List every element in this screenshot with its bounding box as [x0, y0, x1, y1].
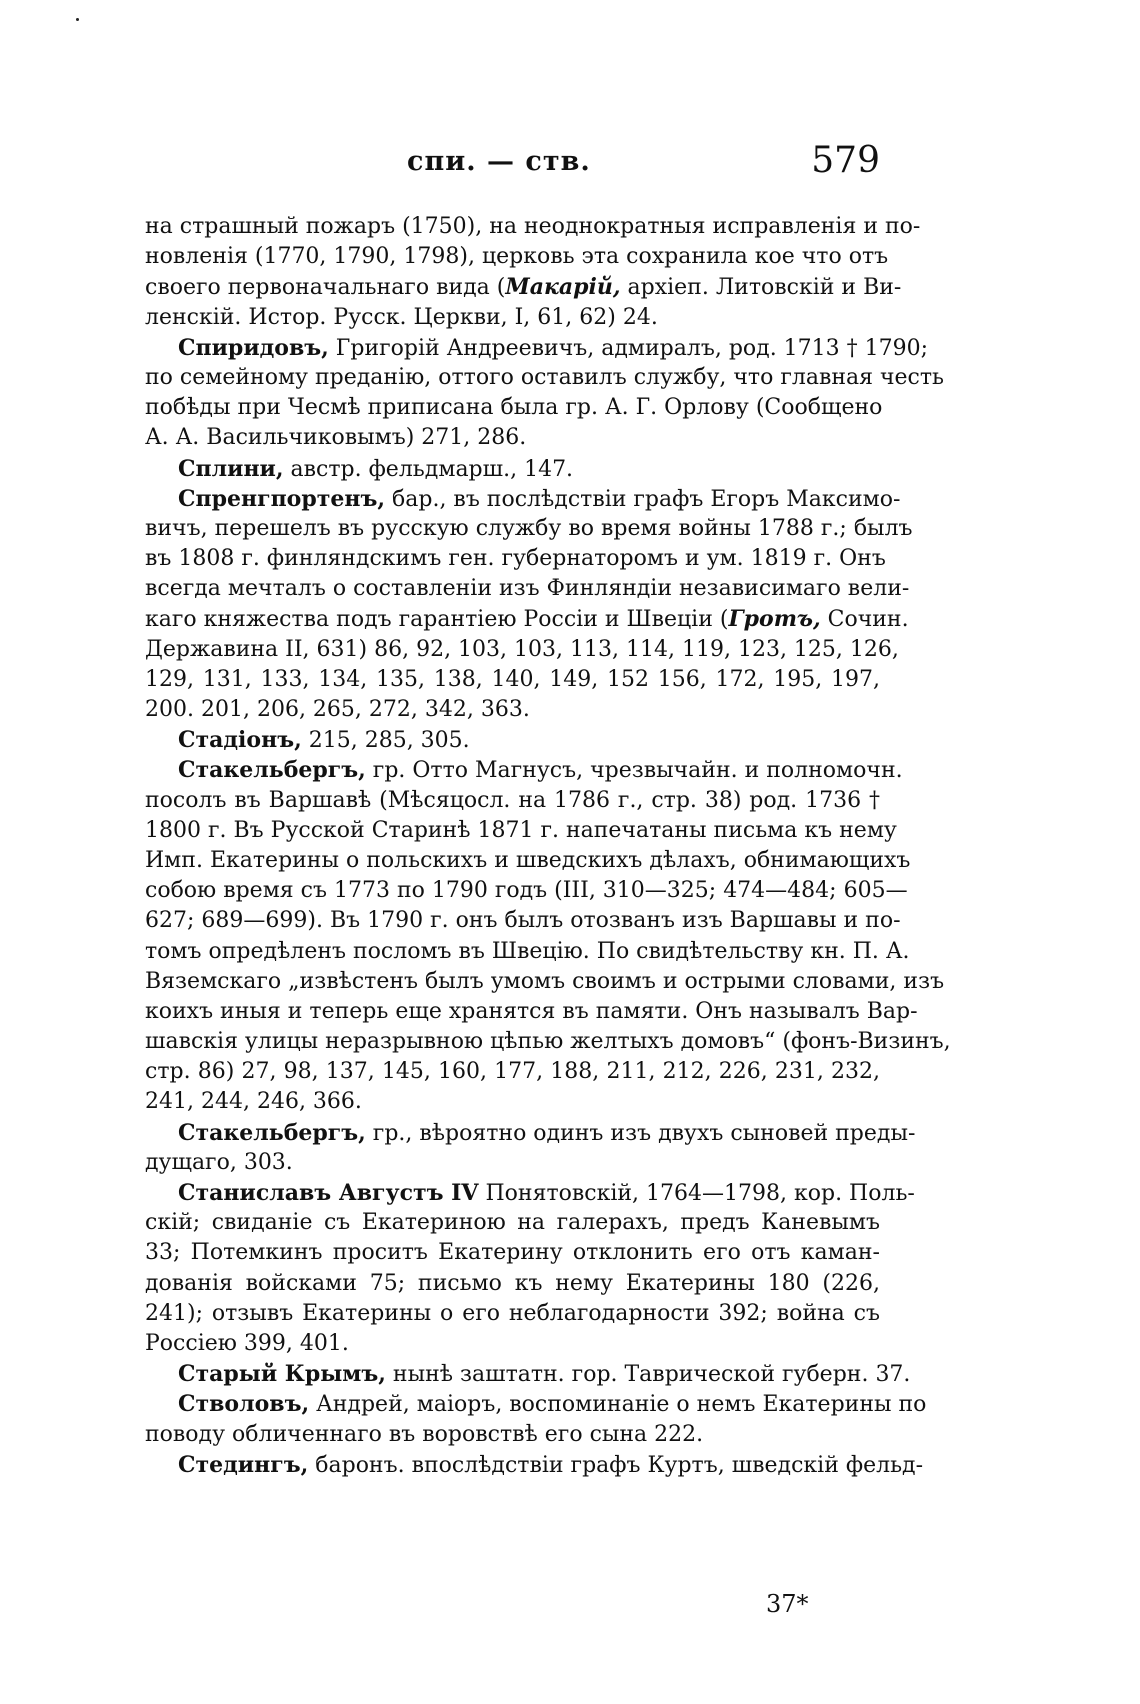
text-line	[145, 333, 929, 363]
text-line	[145, 1359, 911, 1389]
entry-heading: Спренгпортенъ,	[178, 485, 386, 512]
page-number: 579	[811, 140, 880, 181]
text-line	[145, 1178, 915, 1208]
signature-mark: 37*	[766, 1590, 809, 1618]
text-segment: гр., вѣроятно одинъ изъ двухъ сыновей преды-	[365, 1120, 916, 1146]
body-text	[145, 212, 951, 1480]
text-line	[145, 303, 880, 333]
text-line	[145, 1238, 880, 1268]
text-line	[145, 393, 883, 423]
text-line	[145, 604, 909, 634]
text-line	[145, 755, 903, 785]
text-segment: Державина II, 631) 86, 92, 103, 103, 113, 114, 119, 123, 125, 126,	[145, 636, 899, 662]
text-line	[145, 1450, 924, 1480]
text-line	[145, 242, 889, 272]
text-segment: всегда мечталъ о составленіи изъ Финляндіи независимаго вели-	[145, 576, 910, 602]
entry-heading: Старый Крымъ,	[178, 1361, 386, 1388]
text-segment: Андрей, маіоръ, воспоминаніе о немъ Екатерины по	[309, 1392, 927, 1418]
text-line	[145, 967, 945, 997]
text-line	[145, 1420, 880, 1450]
text-line	[145, 786, 880, 816]
text-segment: 627; 689—699). Въ 1790 г. онъ былъ отозванъ изъ Варшавы и по-	[145, 908, 901, 934]
text-line	[145, 635, 899, 665]
text-segment: Григорій Андреевичъ, адмиралъ, род. 1713 † 1790;	[328, 335, 929, 361]
text-segment: 200. 201, 206, 265, 272, 342, 363.	[145, 697, 530, 722]
text-segment: А. А. Васильчиковымъ) 271, 286.	[145, 425, 527, 451]
text-segment: архіеп. Литовскій и Ви-	[620, 275, 902, 301]
text-line	[145, 212, 921, 242]
text-segment: Сочин.	[820, 607, 909, 633]
text-segment: побѣды при Чесмѣ приписана была гр. А. Г. Орлову (Сообщено	[145, 395, 883, 421]
text-segment: дущаго, 303.	[145, 1149, 293, 1175]
text-segment: на страшный пожаръ (1750), на неоднократныя исправленія и по-	[145, 214, 921, 239]
cited-author: Макарій,	[505, 274, 621, 301]
text-segment: коихъ иныя и теперь еще хранятся въ памяти. Онъ называлъ Вар-	[145, 998, 918, 1024]
text-segment: 1800 г. Въ Русской Старинѣ 1871 г. напечатаны письма къ нему	[145, 817, 897, 843]
text-line	[145, 544, 886, 574]
text-segment: томъ опредѣленъ посломъ въ Швецію. По свидѣтельству кн. П. А.	[145, 938, 910, 964]
text-segment: въ 1808 г. финляндскимъ ген. губернаторомъ и ум. 1819 г. Онъ	[145, 546, 886, 572]
text-line	[145, 1057, 880, 1087]
text-line	[145, 846, 911, 876]
text-line	[145, 937, 910, 967]
entry-heading: Стволовъ,	[178, 1391, 310, 1418]
text-segment: Понятовскій, 1764—1798, кор. Поль-	[478, 1181, 915, 1206]
text-segment: 129, 131, 133, 134, 135, 138, 140, 149, 152 156, 172, 195, 197,	[145, 666, 880, 692]
text-line	[145, 1269, 880, 1299]
text-line	[145, 816, 897, 846]
text-line	[145, 1329, 880, 1359]
entry-heading: Стадіонъ,	[178, 727, 302, 754]
entry-heading: Спиридовъ,	[178, 334, 329, 361]
text-line	[145, 876, 908, 906]
entry-heading: Сплини,	[178, 455, 284, 482]
entry-heading: Станиславъ Августъ IV	[178, 1180, 479, 1206]
text-segment: нынѣ заштатн. гор. Таврической губерн. 37.	[385, 1362, 911, 1388]
text-line	[145, 454, 880, 484]
text-line	[145, 272, 902, 302]
text-segment: посолъ въ Варшавѣ (Мѣсяцосл. на 1786 г., стр. 38) род. 1736 †	[145, 787, 880, 813]
text-segment: Россіею 399, 401.	[145, 1330, 349, 1356]
text-segment: 215, 285, 305.	[301, 728, 470, 754]
text-segment: ленскій. Истор. Русск. Церкви, I, 61, 62) 24.	[145, 304, 658, 330]
text-segment: 33; Потемкинъ проситъ Екатерину отклонить его отъ каман-	[145, 1240, 880, 1266]
print-speck	[76, 18, 79, 21]
text-segment: поводу обличеннаго въ воровствѣ его сына 222.	[145, 1421, 704, 1447]
text-segment: Имп. Екатерины о польскихъ и шведскихъ дѣлахъ, обнимающихъ	[145, 847, 911, 873]
text-line	[145, 1087, 880, 1117]
text-segment: Вяземскаго „извѣстенъ былъ умомъ своимъ и острыми словами, изъ	[145, 968, 945, 994]
page-header	[145, 140, 880, 190]
text-line	[145, 1027, 951, 1057]
text-segment: собою время съ 1773 по 1790 годъ (III, 310—325; 474—484; 605—	[145, 878, 908, 904]
text-segment: 241, 244, 246, 366.	[145, 1089, 362, 1115]
text-segment: стр. 86) 27, 98, 137, 145, 160, 177, 188, 211, 212, 226, 231, 232,	[145, 1059, 880, 1085]
text-line	[145, 1299, 880, 1329]
text-segment: австр. фельдмарш., 147.	[283, 456, 574, 482]
text-segment: по семейному преданію, оттого оставилъ службу, что главная честь	[145, 364, 945, 390]
text-line	[145, 997, 918, 1027]
text-segment: скій; свиданіе съ Екатериною на галерахъ, предъ Каневымъ	[145, 1210, 880, 1236]
running-head: спи. — ств.	[407, 146, 591, 177]
text-line	[145, 695, 880, 725]
text-segment: баронъ. впослѣдствіи графъ Куртъ, шведскій фельд-	[308, 1452, 924, 1478]
text-line	[145, 1118, 916, 1148]
text-line	[145, 725, 880, 755]
text-line	[145, 665, 880, 695]
text-line	[145, 423, 880, 453]
cited-author: Гротъ,	[728, 606, 821, 633]
text-segment: новленія (1770, 1790, 1798), церковь эта сохранила кое что отъ	[145, 244, 889, 270]
text-segment: своего первоначальнаго вида (	[145, 275, 506, 301]
entry-heading: Стедингъ,	[178, 1451, 309, 1478]
text-segment: вичъ, перешелъ въ русскую службу во время войны 1788 г.; былъ	[145, 515, 913, 541]
entry-heading: Стакельбергъ,	[178, 1119, 366, 1146]
text-segment: дованія войсками 75; письмо къ нему Екатерины 180 (226,	[145, 1270, 880, 1296]
text-segment: гр. Отто Магнусъ, чрезвычайн. и полномочн.	[365, 758, 903, 784]
text-segment: бар., въ послѣдствіи графъ Егоръ Максимо-	[385, 486, 901, 512]
text-line	[145, 906, 901, 936]
text-line	[145, 1148, 880, 1178]
text-line	[145, 1389, 927, 1419]
text-segment: 241); отзывъ Екатерины о его неблагодарности 392; война съ	[145, 1300, 880, 1326]
text-line	[145, 484, 901, 514]
text-segment: каго княжества подъ гарантіею Россіи и Швеціи (	[145, 607, 729, 633]
text-line	[145, 574, 910, 604]
text-line	[145, 363, 945, 393]
text-line	[145, 514, 913, 544]
entry-heading: Стакельбергъ,	[178, 757, 366, 784]
text-segment: шавскія улицы неразрывною цѣпью желтыхъ домовъ“ (фонъ-Визинъ,	[145, 1029, 951, 1055]
text-line	[145, 1208, 880, 1238]
